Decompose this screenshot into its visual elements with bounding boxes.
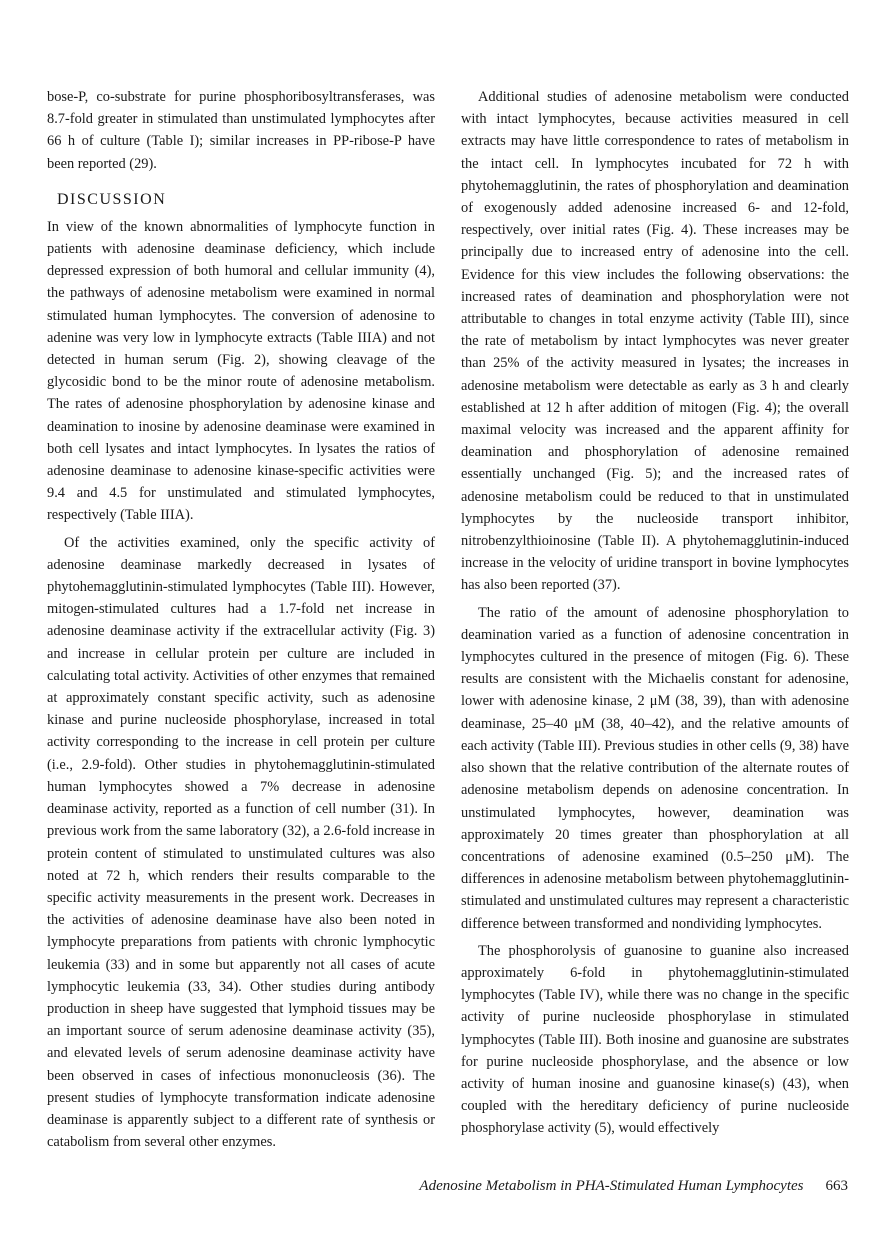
right-paragraph-2: The ratio of the amount of adenosine phosphorylation to deamination varied as a function of adenosine concentration in lymphocytes cultured in the presence of mitogen (Fig. 6). These results are consistent with the Michaelis constant for adenosine, lower with adenosine kinase, 2 μM (38, 39), than with adenosine deaminase, 25–40 μM (38, 40–42), and the relative amounts of each activity (Table III). Previous studies in other cells (9, 38) have also shown that the relative contribution of the alternate routes of adenosine metabolism depends on adenosine concentration. In unstimulated lymphocytes, however, deamination was approximately 20 times greater than phosphorylation at all concentrations of adenosine examined (0.5–250 μM). The differences in adenosine metabolism between phytohemagglutinin-stimulated and unstimulated cultures may represent a characteristic difference between transformed and nondividing lymphocytes. — [461, 604, 849, 932]
discussion-paragraph-1: In view of the known abnormalities of lymphocyte function in patients with adenosine deaminase deficiency, which include depressed expression of both humoral and cellular immunity (4), the pathways of adenosine metabolism were examined in normal stimulated human lymphocytes. The conversion of adenosine to adenine was very low in lymphocyte extracts (Table IIIA) and not detected in human serum (Fig. 2), showing cleavage of the glycosidic bond to be the minor route of adenosine metabolism. The rates of adenosine phosphorylation by adenosine kinase and deamination to inosine by adenosine deaminase were examined in both cell lysates and intact lymphocytes. In lysates the ratios of adenosine deaminase to adenosine kinase-specific activities were 9.4 and 4.5 for unstimulated and stimulated lymphocytes, respectively (Table IIIA). — [47, 218, 435, 524]
page-number: 663 — [825, 1178, 848, 1194]
intro-paragraph: bose-P, co-substrate for purine phosphoribosyltransferases, was 8.7-fold greater in stimulated than unstimulated lymphocytes after 66 h of culture (Table I); similar increases in PP-ribose-P have been reported (29). — [47, 89, 435, 172]
running-title: Adenosine Metabolism in PHA-Stimulated Human Lymphocytes — [419, 1178, 804, 1194]
section-heading-discussion: DISCUSSION — [57, 190, 167, 208]
page-footer — [300, 1178, 848, 1195]
right-column — [461, 86, 849, 1140]
left-column — [47, 86, 435, 1153]
discussion-paragraph-2: Of the activities examined, only the specific activity of adenosine deaminase markedly decreased in lysates of phytohemagglutinin-stimulated lymphocytes (Table III). However, mitogen-stimulated cultures had a 1.7-fold net increase in adenosine deaminase activity if the extracellular activity (Fig. 3) and increase in cellular protein per culture are included in calculating total activity. Activities of other enzymes that remained at approximately constant specific activity, such as adenosine kinase and purine nucleoside phosphorylase, increased in total activity corresponding to the increase in cell protein per culture (i.e., 2.9-fold). Other studies in phytohemagglutinin-stimulated human lymphocytes showed a 7% decrease in adenosine deaminase activity, reported as a function of cell number (31). In previous work from the same laboratory (32), a 2.6-fold increase in protein content of stimulated to unstimulated cultures was also noted at 72 h, which renders their results comparable to the specific activity measurements in the present work. Decreases in the activities of adenosine deaminase have also been noted in lymphocyte preparations from patients with chronic lymphocytic leukemia (33) and in some but apparently not all cases of acute lymphocytic leukemia (33, 34). Other studies during antibody production in sheep have suggested that lymphoid tissues may be an important source of serum adenosine deaminase activity (35), and elevated levels of serum adenosine deaminase activity have been observed in cases of infectious mononucleosis (36). The present studies of lymphocyte transformation indicate adenosine deaminase is apparently subject to a different rate of synthesis or catabolism from several other enzymes. — [47, 534, 435, 1151]
right-paragraph-3: The phosphorolysis of guanosine to guanine also increased approximately 6-fold in phytohemagglutinin-stimulated lymphocytes (Table IV), while there was no change in the specific activity of purine nucleoside phosphorylase in stimulated lymphocytes (Table III). Both inosine and guanosine are substrates for purine nucleoside phosphorylase, and the absence or low activity of human inosine and guanosine kinase(s) (43), when coupled with the hereditary deficiency of purine nucleoside phosphorylase activity (5), would effectively — [461, 942, 849, 1137]
right-paragraph-1: Additional studies of adenosine metabolism were conducted with intact lymphocytes, because activities measured in cell extracts may have little correspondence to rates of metabolism in the intact cell. In lymphocytes incubated for 72 h with phytohemagglutinin, the rates of phosphorylation and deamination of exogenously added adenosine increased 6- and 12-fold, respectively, over initial rates (Fig. 4). These increases may be principally due to increased entry of adenosine into the cell. Evidence for this view includes the following observations: the increased rates of deamination and phosphorylation were not attributable to changes in total enzyme activity (Table III), since the rate of metabolism by intact lymphocytes was never greater than 25% of the activity measured in lysates; the increases in adenosine metabolism were detectable as early as 3 h and clearly established at 12 h after addition of mitogen (Fig. 4); the overall maximal velocity was increased and the apparent affinity for deamination and phosphorylation of adenosine remained essentially unchanged (Fig. 5); and the increased rates of adenosine metabolism could be reduced to that in unstimulated lymphocytes by the nucleoside transport inhibitor, nitrobenzylthioinosine (Table II). A phytohemagglutinin-induced increase in the velocity of uridine transport in bovine lymphocytes has also been reported (37). — [461, 89, 849, 594]
